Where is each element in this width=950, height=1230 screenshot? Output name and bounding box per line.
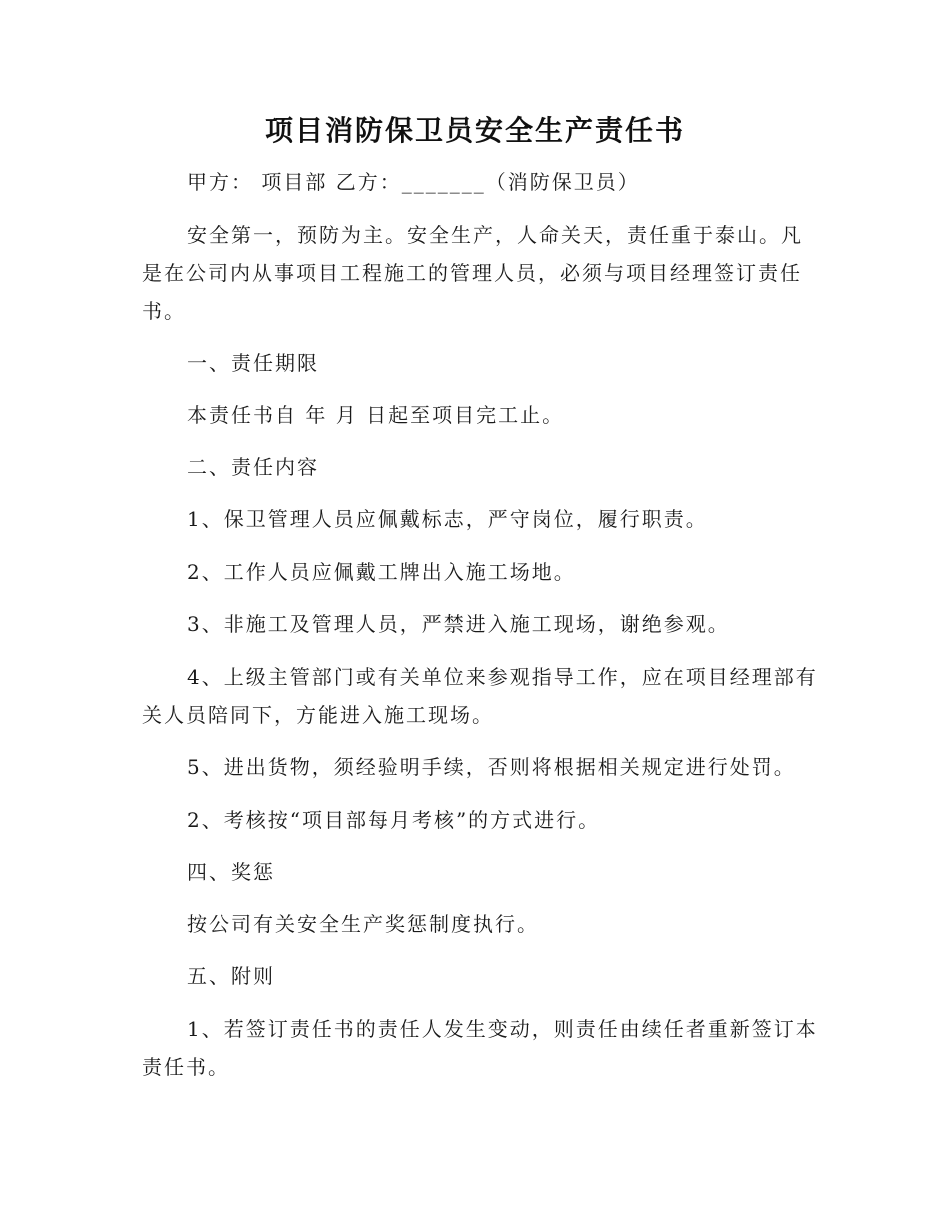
section1-text: 本责任书自 年 月 日起至项目完工止。 bbox=[187, 403, 565, 427]
party-a-label: 甲方： bbox=[187, 170, 253, 194]
item-1: 1、保卫管理人员应佩戴标志，严守岗位，履行职责。 bbox=[187, 507, 708, 531]
party-b-note: （消防保卫员） bbox=[485, 170, 640, 194]
assessment-line: 2、考核按“项目部每月考核”的方式进行。 bbox=[187, 808, 601, 832]
party-a-value: 项目部 bbox=[261, 170, 328, 194]
item-2: 2、工作人员应佩戴工牌出入施工场地。 bbox=[187, 560, 576, 584]
intro-line-3: 书。 bbox=[142, 299, 186, 323]
item-4-line-2: 关人员陪同下，方能进入施工现场。 bbox=[142, 703, 494, 727]
intro-line-2: 是在公司内从事项目工程施工的管理人员，必须与项目经理签订责任 bbox=[142, 261, 802, 285]
appendix-1-line-1: 1、若签订责任书的责任人发生变动，则责任由续任者重新签订本 bbox=[187, 1017, 818, 1041]
parties-line bbox=[142, 163, 857, 201]
appendix-1-line-2: 责任书。 bbox=[142, 1055, 230, 1079]
intro-line-1: 安全第一，预防为主。安全生产，人命关天，责任重于泰山。凡 bbox=[187, 223, 803, 247]
section5-heading: 五、附则 bbox=[187, 964, 275, 988]
item-4-line-1: 4、上级主管部门或有关单位来参观指导工作，应在项目经理部有 bbox=[187, 665, 818, 689]
section4-heading: 四、奖惩 bbox=[187, 860, 275, 884]
item-3: 3、非施工及管理人员，严禁进入施工现场，谢绝参观。 bbox=[187, 612, 730, 636]
item-5: 5、进出货物，须经验明手续，否则将根据相关规定进行处罚。 bbox=[187, 755, 796, 779]
section1-heading: 一、责任期限 bbox=[187, 351, 319, 375]
document-title: 项目消防保卫员安全生产责任书 bbox=[264, 114, 685, 147]
section4-text: 按公司有关安全生产奖惩制度执行。 bbox=[187, 912, 539, 936]
section2-heading: 二、责任内容 bbox=[187, 455, 319, 479]
party-b-blank: _______ bbox=[401, 170, 486, 194]
party-b-label: 乙方： bbox=[335, 170, 402, 194]
